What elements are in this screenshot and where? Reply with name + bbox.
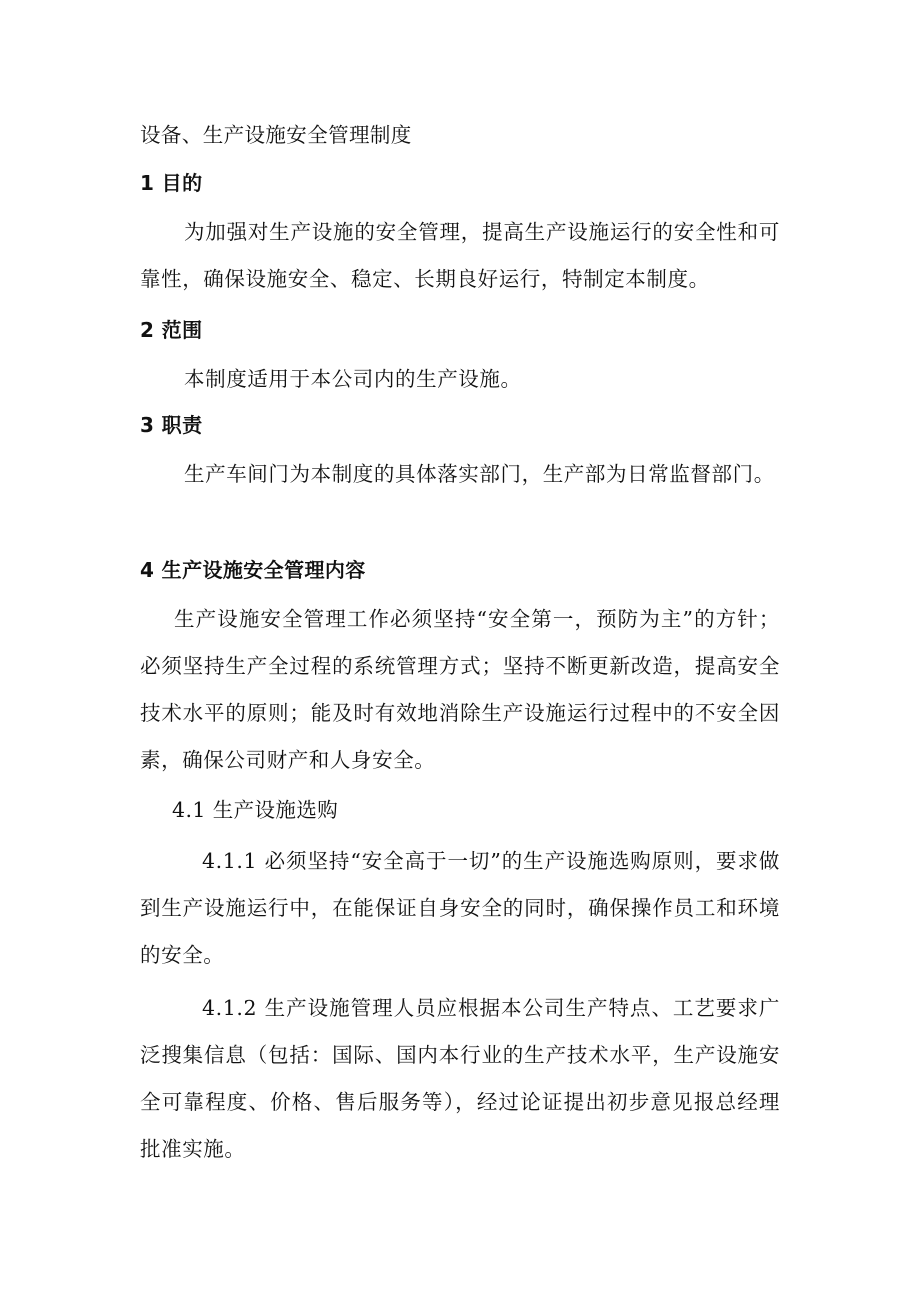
section-heading-duties: 3 职责 xyxy=(140,413,203,437)
document-title: 设备、生产设施安全管理制度 xyxy=(140,123,412,147)
content-paragraph: 生产设施安全管理工作必须坚持“安全第一，预防为主”的方针；必须坚持生产全过程的系统管理方式；坚持不断更新改造，提高安全技术水平的原则；能及时有效地消除生产设施运行过程中的不安全因素，确保公司财产和人身安全。 xyxy=(140,607,780,772)
item-4-1-1-paragraph: 4.1.1 必须坚持“安全高于一切”的生产设施选购原则，要求做到生产设施运行中，在能保证自身安全的同时，确保操作员工和环境的安全。 xyxy=(140,849,780,967)
purpose-paragraph: 为加强对生产设施的安全管理，提高生产设施运行的安全性和可靠性，确保设施安全、稳定、长期良好运行，特制定本制度。 xyxy=(140,220,780,291)
section-heading-content: 4 生产设施安全管理内容 xyxy=(140,558,366,582)
section-heading-scope: 2 范围 xyxy=(140,318,203,342)
subsection-heading-4-1: 4.1 生产设施选购 xyxy=(172,798,339,822)
item-4-1-2-paragraph: 4.1.2 生产设施管理人员应根据本公司生产特点、工艺要求广泛搜集信息（包括：国际、国内本行业的生产技术水平，生产设施安全可靠程度、价格、售后服务等），经过论证提出初步意见报总经理批准实施。 xyxy=(140,996,780,1161)
duties-paragraph: 生产车间门为本制度的具体落实部门，生产部为日常监督部门。 xyxy=(184,462,775,486)
scope-paragraph: 本制度适用于本公司内的生产设施。 xyxy=(184,367,522,391)
section-heading-purpose: 1 目的 xyxy=(140,171,203,195)
